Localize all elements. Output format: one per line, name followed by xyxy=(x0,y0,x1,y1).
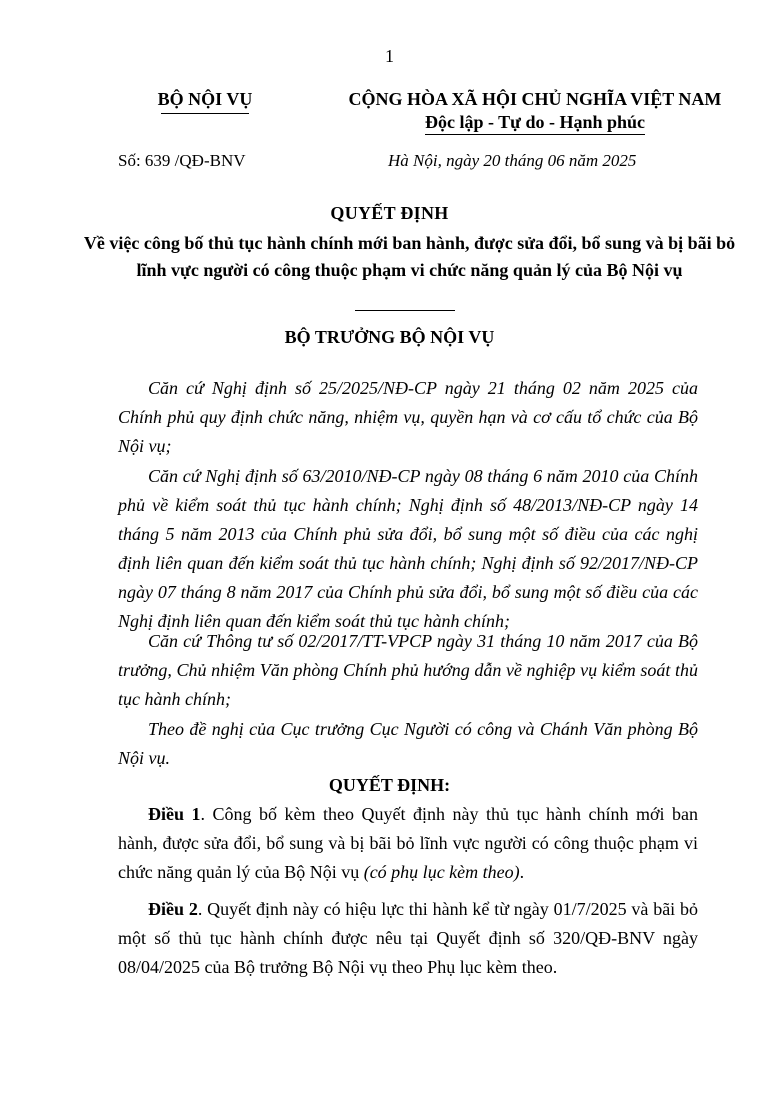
document-title: QUYẾT ĐỊNH xyxy=(330,203,449,223)
preamble-paragraph: Căn cứ Thông tư số 02/2017/TT-VPCP ngày 31 tháng 10 năm 2017 của Bộ trưởng, Chủ nhiệm Văn phòng Chính phủ hướng dẫn về nghiệp vụ kiểm soát thủ tục hành chính; xyxy=(118,631,698,709)
agency-name: BỘ NỘI VỤ xyxy=(157,89,253,109)
page-number: 1 xyxy=(385,46,394,66)
article-note: (có phụ lục kèm theo) xyxy=(363,862,520,882)
article-1 xyxy=(118,800,698,887)
article-label: Điều 1 xyxy=(148,804,201,824)
decision-heading: QUYẾT ĐỊNH: xyxy=(328,775,451,795)
preamble-paragraph: Căn cứ Nghị định số 25/2025/NĐ-CP ngày 21 tháng 02 năm 2025 của Chính phủ quy định chức năng, nhiệm vụ, quyền hạn và cơ cấu tổ chức của Bộ Nội vụ; xyxy=(118,378,698,456)
article-text: . Công bố kèm theo Quyết định này thủ tục hành chính mới ban hành, được sửa đổi, bổ sung và bị bãi bỏ lĩnh vực người có công thuộc phạm vi chức năng quản lý của Bộ Nội vụ xyxy=(118,804,699,882)
country-name: CỘNG HÒA XÃ HỘI CHỦ NGHĨA VIỆT NAM xyxy=(348,89,722,109)
preamble-paragraph: Theo đề nghị của Cục trưởng Cục Người có công và Chánh Văn phòng Bộ Nội vụ. xyxy=(118,719,698,768)
document-number: Số: 639 /QĐ-BNV xyxy=(118,151,246,170)
place-date: Hà Nội, ngày 20 tháng 06 năm 2025 xyxy=(388,151,637,170)
article-2 xyxy=(118,895,698,982)
motto xyxy=(300,112,770,133)
motto-text: Độc lập - Tự do - Hạnh phúc xyxy=(425,112,645,135)
preamble-paragraph: Căn cứ Nghị định số 63/2010/NĐ-CP ngày 08 tháng 6 năm 2010 của Chính phủ về kiểm soát thủ tục hành chính; Nghị định số 48/2013/NĐ-CP ngày 14 tháng 5 năm 2013 của Chính phủ sửa đổi, bổ sung một số điều của các nghị định liên quan đến kiểm soát thủ tục hành chính; Nghị định số 92/2017/NĐ-CP ngày 07 tháng 8 năm 2017 của Chính phủ sửa đổi, bổ sung một số điều của các Nghị định liên quan đến kiểm soát thủ tục hành chính; xyxy=(118,466,698,631)
article-text: . Quyết định này có hiệu lực thi hành kể từ ngày 01/7/2025 và bãi bỏ một số thủ tục hành chính được nêu tại Quyết định số 320/QĐ-BNV ngày 08/04/2025 của Bộ trưởng Bộ Nội vụ theo Phụ lục kèm theo. xyxy=(118,899,699,977)
issuer-heading: BỘ TRƯỞNG BỘ NỘI VỤ xyxy=(284,327,495,347)
article-end: . xyxy=(519,862,525,882)
subtitle-underline xyxy=(355,310,455,311)
document-subtitle: Về việc công bố thủ tục hành chính mới ban hành, được sửa đổi, bổ sung và bị bãi bỏ lĩnh vực người có công thuộc phạm vi chức năng quản lý của Bộ Nội vụ xyxy=(83,233,736,280)
article-label: Điều 2 xyxy=(148,899,198,919)
agency-underline xyxy=(161,113,249,114)
